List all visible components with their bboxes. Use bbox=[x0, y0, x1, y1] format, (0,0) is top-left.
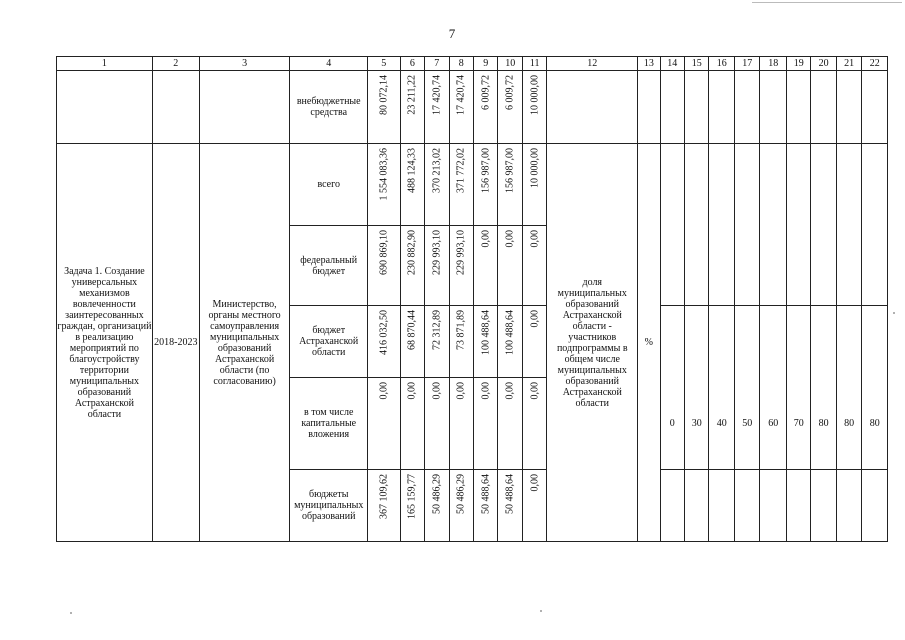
source-label: всего bbox=[290, 144, 367, 226]
value-cell: 0,00 bbox=[504, 230, 516, 248]
target-value: 30 bbox=[685, 378, 709, 470]
col-header-18: 18 bbox=[760, 57, 787, 71]
value-cell: 68 870,44 bbox=[406, 310, 418, 350]
value-cell: 367 109,62 bbox=[378, 474, 390, 519]
target-value: 70 bbox=[786, 378, 810, 470]
table-row bbox=[57, 144, 888, 226]
value-cell: 156 987,00 bbox=[480, 148, 492, 193]
source-label: бюджет Астраханской области bbox=[290, 306, 367, 378]
header-row bbox=[57, 57, 888, 71]
value-cell: 156 987,00 bbox=[504, 148, 516, 193]
value-cell: 0,00 bbox=[480, 382, 492, 400]
value-cell: 50 488,64 bbox=[480, 474, 492, 514]
col-header-1: 1 bbox=[57, 57, 153, 71]
col-header-8: 8 bbox=[449, 57, 473, 71]
col-header-10: 10 bbox=[498, 57, 522, 71]
value-cell: 0,00 bbox=[480, 230, 492, 248]
value-cell: 0,00 bbox=[378, 382, 390, 400]
value-cell: 17 420,74 bbox=[431, 75, 443, 115]
scan-edge-line bbox=[752, 2, 902, 3]
scan-speck bbox=[893, 312, 895, 314]
col-header-11: 11 bbox=[522, 57, 546, 71]
col-header-13: 13 bbox=[638, 57, 660, 71]
value-cell: 23 211,22 bbox=[406, 75, 418, 115]
col-header-9: 9 bbox=[473, 57, 497, 71]
unit-cell: % bbox=[638, 144, 660, 542]
value-cell: 371 772,02 bbox=[455, 148, 467, 193]
value-cell: 50 486,29 bbox=[455, 474, 467, 514]
task-description: Задача 1. Создание универсальных механизмов вовлеченности заинтересованных граждан, организаций в реализацию мероприятий по благоустройству территории муниципальных образований Астраханской области bbox=[57, 144, 153, 542]
target-value: 80 bbox=[862, 378, 888, 470]
scan-speck bbox=[540, 610, 542, 612]
value-cell: 6 009,72 bbox=[480, 75, 492, 110]
col-header-16: 16 bbox=[709, 57, 734, 71]
col-header-5: 5 bbox=[367, 57, 400, 71]
source-label: внебюджетные средства bbox=[290, 71, 367, 144]
source-label: бюджеты муниципальных образований bbox=[290, 470, 367, 542]
col-header-12: 12 bbox=[547, 57, 638, 71]
value-cell: 230 882,90 bbox=[406, 230, 418, 275]
source-label: федеральный бюджет bbox=[290, 226, 367, 306]
value-cell: 50 486,29 bbox=[431, 474, 443, 514]
target-value: 0 bbox=[660, 378, 684, 470]
col-header-20: 20 bbox=[811, 57, 836, 71]
value-cell: 0,00 bbox=[529, 310, 541, 328]
value-cell: 0,00 bbox=[529, 382, 541, 400]
page-number: 7 bbox=[448, 26, 456, 41]
value-cell: 0,00 bbox=[529, 230, 541, 248]
col-header-21: 21 bbox=[836, 57, 861, 71]
col-header-7: 7 bbox=[425, 57, 449, 71]
value-cell: 690 869,10 bbox=[378, 230, 390, 275]
table-row bbox=[57, 71, 888, 144]
value-cell: 370 213,02 bbox=[431, 148, 443, 193]
value-cell: 10 000,00 bbox=[529, 148, 541, 188]
value-cell: 72 312,89 bbox=[431, 310, 443, 350]
col-header-19: 19 bbox=[786, 57, 810, 71]
value-cell: 1 554 083,36 bbox=[378, 148, 390, 201]
value-cell: 416 032,50 bbox=[378, 310, 390, 355]
target-value: 80 bbox=[836, 378, 861, 470]
value-cell: 6 009,72 bbox=[504, 75, 516, 110]
target-value: 60 bbox=[760, 378, 787, 470]
value-cell: 100 488,64 bbox=[480, 310, 492, 355]
indicator-cell: доля муниципальных образований Астраханской области - участников подпрограммы в общем числе муниципальных образований Астраханской области bbox=[547, 144, 638, 542]
program-table bbox=[56, 56, 888, 542]
col-header-2: 2 bbox=[152, 57, 199, 71]
value-cell: 0,00 bbox=[504, 382, 516, 400]
source-label: в том числе капитальные вложения bbox=[290, 378, 367, 470]
col-header-22: 22 bbox=[862, 57, 888, 71]
value-cell: 229 993,10 bbox=[431, 230, 443, 275]
value-cell: 0,00 bbox=[406, 382, 418, 400]
value-cell: 165 159,77 bbox=[406, 474, 418, 519]
value-cell: 73 871,89 bbox=[455, 310, 467, 350]
target-value: 40 bbox=[709, 378, 734, 470]
col-header-17: 17 bbox=[734, 57, 759, 71]
col-header-4: 4 bbox=[290, 57, 367, 71]
value-cell: 488 124,33 bbox=[406, 148, 418, 193]
value-cell: 50 488,64 bbox=[504, 474, 516, 514]
col-header-15: 15 bbox=[685, 57, 709, 71]
col-header-3: 3 bbox=[199, 57, 290, 71]
value-cell: 0,00 bbox=[455, 382, 467, 400]
period-cell: 2018-2023 bbox=[152, 144, 199, 542]
target-value: 50 bbox=[734, 378, 759, 470]
scan-speck bbox=[70, 612, 72, 614]
value-cell: 10 000,00 bbox=[529, 75, 541, 115]
col-header-6: 6 bbox=[400, 57, 424, 71]
value-cell: 80 072,14 bbox=[378, 75, 390, 115]
executor-cell: Министерство, органы местного самоуправления муниципальных образований Астраханской области (по согласованию) bbox=[199, 144, 290, 542]
value-cell: 0,00 bbox=[431, 382, 443, 400]
target-value: 80 bbox=[811, 378, 836, 470]
col-header-14: 14 bbox=[660, 57, 684, 71]
value-cell: 229 993,10 bbox=[455, 230, 467, 275]
value-cell: 17 420,74 bbox=[455, 75, 467, 115]
value-cell: 100 488,64 bbox=[504, 310, 516, 355]
value-cell: 0,00 bbox=[529, 474, 541, 492]
